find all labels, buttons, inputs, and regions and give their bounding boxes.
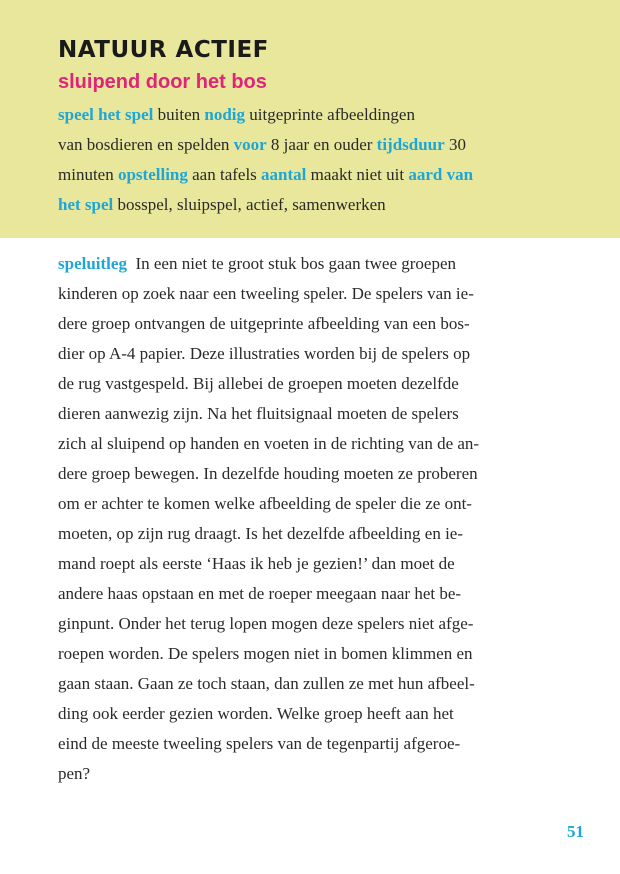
meta-line [58,160,558,190]
description-line: gaan staan. Gaan ze toch staan, dan zullen ze met hun afbeel- [58,674,475,693]
meta-value-tijdsduur-cont: minuten [58,165,114,184]
meta-label-aard: aard van [408,165,474,184]
meta-value-voor: 8 jaar en ouder [270,135,373,154]
meta-value-opstelling: aan tafels [192,165,257,184]
description-line: dieren aanwezig zijn. Na het fluitsignaal moeten de spelers [58,404,459,423]
description-line: eind de meeste tweeling spelers van de tegenpartij afgeroe- [58,734,461,753]
meta-label-nodig: nodig [204,105,246,124]
meta-line [58,100,558,130]
description-line: mand roept als eerste ‘Haas ik heb je gezien!’ dan moet de [58,554,455,573]
description-line: andere haas opstaan en met de roeper meegaan naar het be- [58,584,462,603]
meta-label-tijdsduur: tijdsduur [376,135,445,154]
description-line: speluitleg In een niet te groot stuk bos gaan twee groepen [58,254,456,273]
meta-label-voor: voor [233,135,267,154]
game-description [58,249,563,789]
description-line: roepen worden. De spelers mogen niet in bomen klimmen en [58,644,473,663]
meta-value-aard: bosspel, sluipspel, actief, samenwerken [117,195,386,214]
description-line: dier op A-4 papier. Deze illustraties worden bij de spelers op [58,344,471,363]
page-subtitle: sluipend door het bos [58,71,267,93]
page-title: NATUUR ACTIEF [58,37,269,63]
description-line: dere groep ontvangen de uitgeprinte afbeelding van een bos- [58,314,470,333]
meta-line [58,130,558,160]
description-label: speluitleg [58,254,127,273]
description-line: dere groep bewegen. In dezelfde houding moeten ze proberen [58,464,478,483]
meta-value-tijdsduur: 30 [448,135,466,154]
description-line: om er achter te komen welke afbeelding de speler die ze ont- [58,494,472,513]
description-line: zich al sluipend op handen en voeten in de richting van de an- [58,434,480,453]
meta-value-nodig-cont: van bosdieren en spelden [58,135,230,154]
description-line: ding ook eerder gezien worden. Welke groep heeft aan het [58,704,454,723]
description-line: de rug vastgespeld. Bij allebei de groepen moeten dezelfde [58,374,459,393]
meta-label-opstelling: opstelling [117,165,188,184]
meta-value-nodig: uitgeprinte afbeeldingen [249,105,415,124]
game-meta [58,100,558,220]
meta-value-aantal: maakt niet uit [310,165,405,184]
page-number: 51 [567,822,584,841]
meta-value-spel: buiten [157,105,201,124]
description-line: kinderen op zoek naar een tweeling speler. De spelers van ie- [58,284,474,303]
header-panel [0,0,620,238]
description-line: ginpunt. Onder het terug lopen mogen deze spelers niet afge- [58,614,474,633]
meta-label-aantal: aantal [261,165,307,184]
description-line: moeten, op zijn rug draagt. Is het dezelfde afbeelding en ie- [58,524,463,543]
description-line: pen? [58,764,91,783]
meta-label-spel: speel het spel [58,105,154,124]
meta-label-aard-cont: het spel [58,195,114,214]
meta-line [58,190,558,220]
